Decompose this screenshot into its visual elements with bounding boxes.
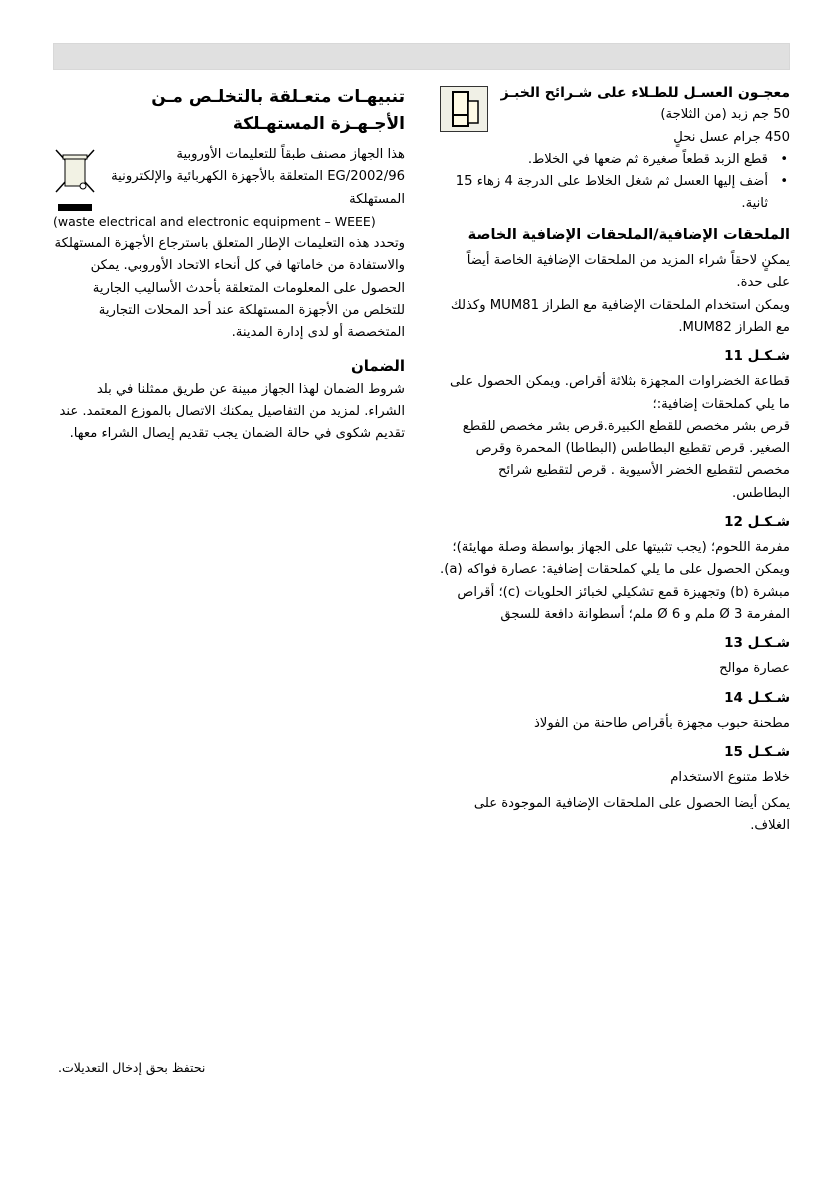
weee-english-text: (waste electrical and electronic equipment – WEEE) bbox=[53, 213, 376, 229]
ingredient: 450 جرام عسل نحلٍ bbox=[673, 129, 790, 145]
weee-block bbox=[53, 144, 405, 211]
recipe-step: • قطع الزبد قطعاً صغيرة ثم ضعها في الخلاط. bbox=[440, 149, 768, 171]
footer-note: نحتفظ بحق إدخال التعديلات. bbox=[58, 1060, 206, 1075]
page-header-bar bbox=[53, 43, 790, 70]
figure-text: خلاط متنوع الاستخدام bbox=[670, 769, 790, 785]
figure-text: مطحنة حبوب مجهزة بأقراص طاحنة من الفولاذ bbox=[533, 715, 790, 731]
accessories-title: الملحقات الإضافية/الملحقات الإضافية الخاصة bbox=[467, 226, 790, 243]
figure-label-15: شـكـل 15 bbox=[724, 743, 790, 760]
recipe-step: • أضف إليها العسل ثم شغل الخلاط على الدرجة 4 زهاء 15 ثانية. bbox=[440, 171, 768, 216]
appliance-setting-icon bbox=[440, 86, 488, 132]
figure-text: عصارة موالح bbox=[719, 661, 790, 677]
accessories-paragraph: يمكنٍ لاحقاً شراء المزيد من الملحقات الإضافية الخاصة أيضاً على حدة. bbox=[466, 253, 790, 291]
disposal-body: وتحدد هذه التعليمات الإطار المتعلق باسترجاع الأجهزة المستهلكة والاستفادة من خاماتها في كل أنحاء الاتحاد الأوروبي. يمكن الحصول على المعلومات المتعلقة بأحدث الأساليب الجارية للتخلص من الأجهزة المستهلكة عند أحد المحلات التجارية المتخصصة أو لدى إدارة المدينة. bbox=[54, 236, 405, 341]
recipe-title: معجـون العسـل للطـلاء على شـرائح الخبـز bbox=[500, 85, 790, 101]
figure-text: قطاعة الخضراوات المجهزة بثلاثة أقراص. ويمكن الحصول على ما يلي كملحقات إضافية:؛ bbox=[449, 374, 790, 412]
figure-text: مفرمة اللحوم؛ (يجب تثبيتها على الجهاز بواسطة وصلة مهايئة)؛ ويمكن الحصول على ما يلي كملحقات إضافية: عصارة فواكه (a). مبشرة (b) وتجهيزة قمع تشكيلي لخبائز الحلويات (c)؛ أقراص المفرمة 3 Ø ملم و 6 Ø ملم؛ أسطوانة دافعة للسجق bbox=[440, 540, 790, 622]
left-column bbox=[53, 84, 405, 446]
figure-text: قرص بشر مخصص للقطع الكبيرة.قرص بشر مخصص للقطع الصغير. قرص تقطيع البطاطس (البطاطا) المحمرة وقرص مخصص لتقطيع الخضر الأسيوية . قرص لتقطيع شرائح البطاطس. bbox=[462, 418, 790, 501]
figure-label-12: شـكـل 12 bbox=[724, 514, 790, 531]
weee-bar-marker bbox=[58, 204, 92, 211]
weee-text: هذا الجهاز مصنف طبقاً للتعليمات الأوروبية 2002/96/EG المتعلقة بالأجهزة الكهربائية والإلكترونية المستهلكة bbox=[111, 147, 405, 207]
warranty-title: الضمان bbox=[350, 356, 405, 375]
disposal-title: تنبيهـات متعـلقة بالتخلـص مـن الأجـهـزة المستهـلكة bbox=[151, 87, 405, 134]
closing-paragraph: يمكن أيضا الحصول على الملحقات الإضافية الموجودة على الغلاف. bbox=[473, 796, 790, 834]
ingredient: 50 جم زبد (من الثلاجة) bbox=[660, 107, 790, 123]
recipe-section bbox=[440, 82, 790, 149]
figure-label-13: شـكـل 13 bbox=[724, 635, 790, 652]
right-column bbox=[440, 82, 790, 838]
figure-label-14: شـكـل 14 bbox=[724, 689, 790, 706]
crossed-bin-icon bbox=[53, 146, 97, 196]
figure-label-11: شـكـل 11 bbox=[724, 348, 790, 365]
accessories-paragraph: ويمكن استخدام الملحقات الإضافية مع الطراز MUM81 وكذلك مع الطراز MUM82. bbox=[450, 297, 790, 335]
recipe-steps bbox=[440, 149, 790, 216]
warranty-body: شروط الضمان لهذا الجهاز مبينة عن طريق ممثلنا في بلد الشراء. لمزيد من التفاصيل يمكنك الاتصال بالموزع المعتمد. عند تقديم شكوى في حالة الضمان يجب تقديم إيصال الشراء معها. bbox=[59, 381, 405, 442]
